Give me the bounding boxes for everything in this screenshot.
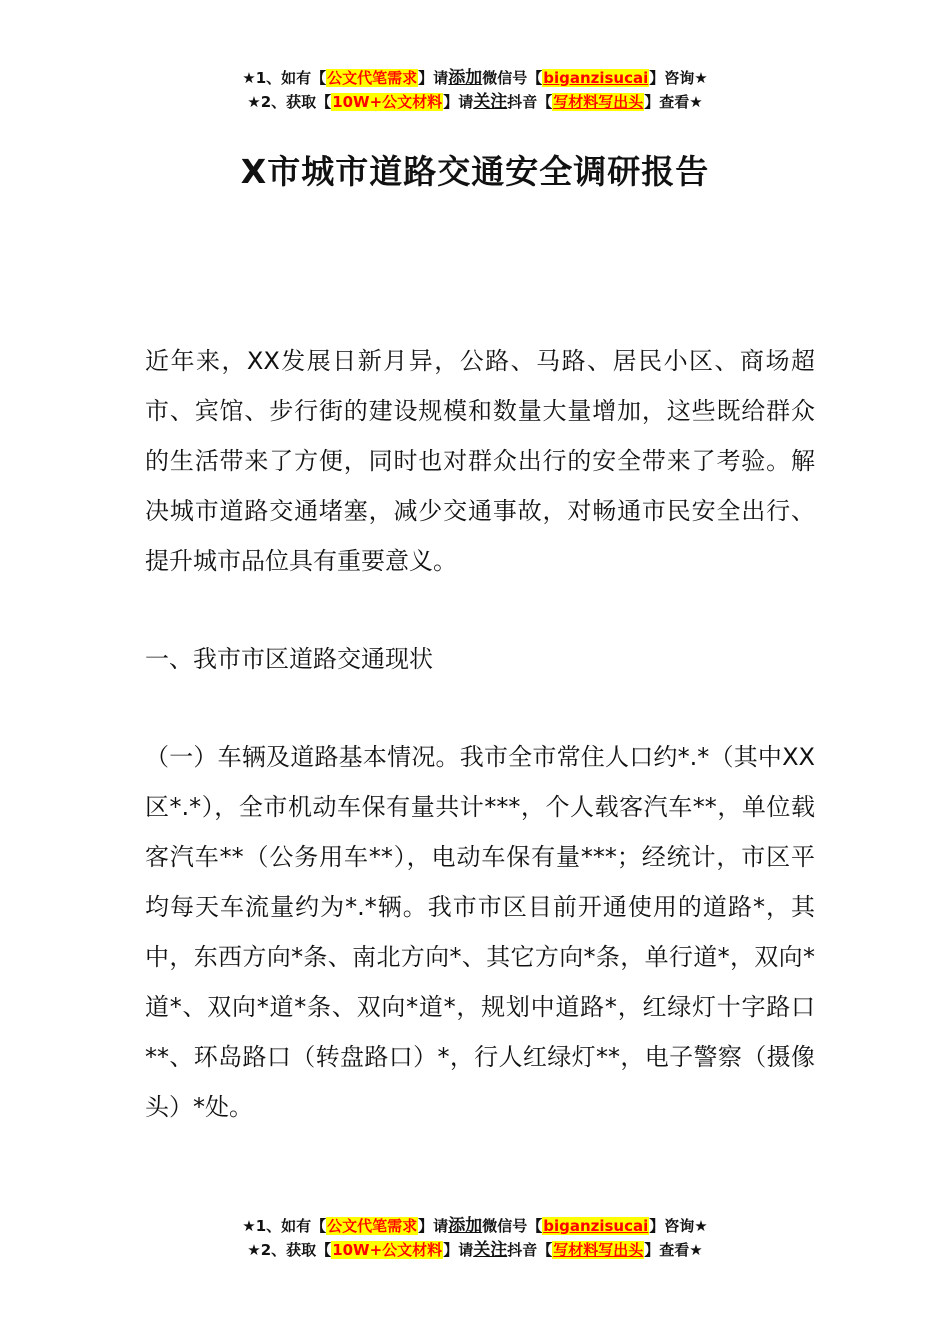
banner-text: 】请 — [418, 1217, 449, 1235]
banner-text: 抖音【 — [507, 93, 553, 111]
banner-text: ★2、获取【 — [247, 1241, 332, 1259]
banner-emphasis: 添加 — [448, 1216, 483, 1236]
banner-text: ★2、获取【 — [247, 93, 332, 111]
banner-highlight: 10W+公文材料 — [332, 93, 443, 111]
page-title: X市城市道路交通安全调研报告 — [240, 152, 710, 191]
banner-wechat-id[interactable]: biganzisucai — [543, 1217, 649, 1235]
banner-emphasis: 关注 — [473, 1240, 508, 1260]
paragraph-vehicles-roads: （一）车辆及道路基本情况。我市全市常住人口约*.*（其中XX区*.*），全市机动车保有量共计***，个人载客汽车**，单位载客汽车**（公务用车**），电动车保有量***；经统计，市区平均每天车流量约为*.*辆。我市市区目前开通使用的道路*，其中，东西方向*条、南北方向*、其它方向*条，单行道*，双向*道*、双向*道*条、双向*道*，规划中道路*，红绿灯十字路口**、环岛路口（转盘路口）*，行人红绿灯**，电子警察（摄像头）*处。 — [145, 743, 815, 1121]
banner-text: 微信号【 — [482, 1217, 543, 1235]
document-body — [145, 336, 815, 1132]
banner-text: 抖音【 — [507, 1241, 553, 1259]
banner-wechat-id[interactable]: biganzisucai — [543, 69, 649, 87]
banner-text: ★1、如有【 — [242, 1217, 327, 1235]
banner-text: 】请 — [443, 93, 474, 111]
banner-douyin-id[interactable]: 写材料写出头 — [553, 1241, 644, 1259]
banner-line-1 — [0, 66, 950, 90]
banner-text: 】请 — [418, 69, 449, 87]
banner-text: 】请 — [443, 1241, 474, 1259]
paragraph-intro: 近年来，XX发展日新月异，公路、马路、居民小区、商场超市、宾馆、步行街的建设规模和数量大量增加，这些既给群众的生活带来了方便，同时也对群众出行的安全带来了考验。解决城市道路交通堵塞，减少交通事故，对畅通市民安全出行、提升城市品位具有重要意义。 — [145, 347, 815, 575]
banner-line-1 — [0, 1214, 950, 1238]
bottom-banner — [0, 1214, 950, 1262]
section-heading: 一、我市市区道路交通现状 — [145, 645, 433, 673]
banner-emphasis: 添加 — [448, 68, 483, 88]
banner-text: 】咨询★ — [649, 1217, 708, 1235]
banner-line-2 — [0, 90, 950, 114]
banner-text: 微信号【 — [482, 69, 543, 87]
banner-line-2 — [0, 1238, 950, 1262]
banner-highlight: 公文代笔需求 — [327, 1217, 418, 1235]
banner-highlight: 公文代笔需求 — [327, 69, 418, 87]
top-banner — [0, 66, 950, 114]
banner-emphasis: 关注 — [473, 92, 508, 112]
banner-text: 】查看★ — [644, 93, 703, 111]
banner-text: 】查看★ — [644, 1241, 703, 1259]
banner-text: 】咨询★ — [649, 69, 708, 87]
banner-douyin-id[interactable]: 写材料写出头 — [553, 93, 644, 111]
banner-text: ★1、如有【 — [242, 69, 327, 87]
banner-highlight: 10W+公文材料 — [332, 1241, 443, 1259]
